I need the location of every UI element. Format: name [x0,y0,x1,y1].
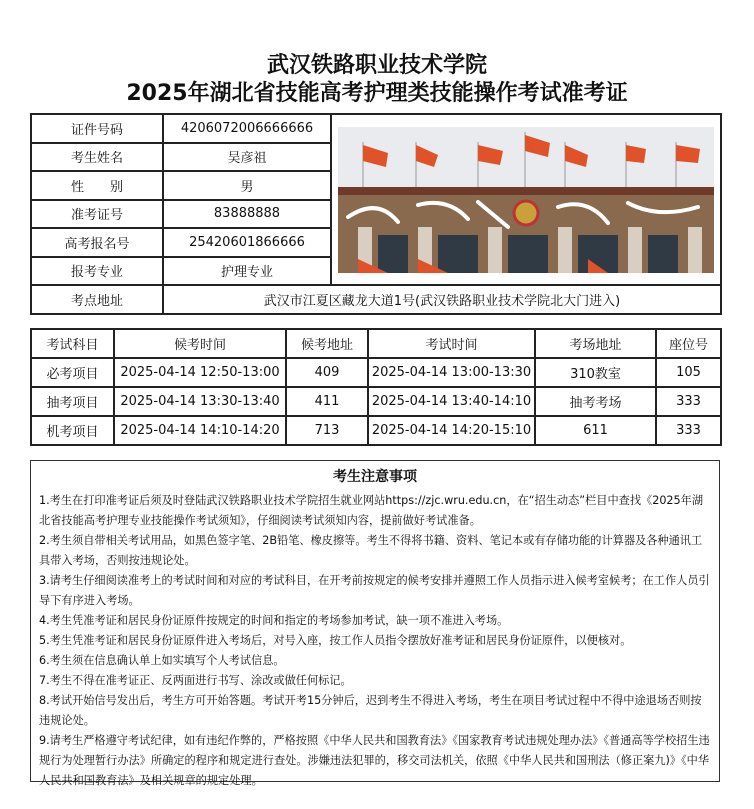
info-label: 性 别 [31,171,163,200]
table-cell: 411 [286,387,368,416]
note-item: 3.请考生仔细阅读准考上的考试时间和对应的考试科目，在开考前按规定的候考安排并遵照工作人员指示进入候考室候考；在工作人员引导下有序进入考场。 [39,574,710,607]
table-cell: 333 [656,387,721,416]
photo-cell [331,114,721,285]
note-item: 8.考试开始信号发出后，考生方可开始答题。考试开考15分钟后，迟到考生不得进入考场，考生在项目考试过程中不得中途退场否则按违规论处。 [39,694,702,727]
candidate-info-table [30,113,722,315]
table-cell: 713 [286,416,368,445]
info-row [31,114,721,143]
school-name: 武汉铁路职业技术学院 [266,53,487,78]
info-label: 准考证号 [31,200,163,229]
table-cell: 2025-04-14 12:50-13:00 [114,358,286,387]
note-item: 1.考生在打印准考证后须及时登陆武汉铁路职业技术学院招生就业网站https://zjc.wru.edu.cn，在“招生动态”栏目中查找《2025年湖北省技能高考护理专业技能操作考试须知》，仔细阅读考试须知内容，提前做好考试准备。 [39,494,704,527]
info-value: 吴彦祖 [163,143,331,172]
column-header: 考试科目 [31,329,114,358]
info-value: 4206072006666666 [163,114,331,143]
table-cell: 105 [656,358,721,387]
table-cell: 抽考考场 [535,387,656,416]
address-label: 考点地址 [31,285,163,314]
note-item: 7.考生不得在准考证正、反两面进行书写、涂改或做任何标记。 [39,674,352,687]
address-value: 武汉市江夏区藏龙大道1号(武汉铁路职业技术学院北大门进入) [163,285,721,314]
table-cell: 抽考项目 [31,387,114,416]
note-item: 2.考生须自带相关考试用品，如黑色签字笔、2B铅笔、橡皮擦等。考生不得将书籍、资料、笔记本或有存储功能的计算器及各种通讯工具带入考场，否则按违规论处。 [39,534,703,567]
note-item: 5.考生凭准考证和居民身份证原件进入考场后，对号入座，按工作人员指令摆放好准考证和居民身份证原件，以便核对。 [39,634,632,647]
note-item: 9.请考生严格遵守考试纪律，如有违纪作弊的，严格按照《中华人民共和国教育法》《国家教育考试违规处理办法》《普通高等学校招生违规行为处理暂行办法》所确定的程序和规定进行查处。涉嫌违法犯罪的，移交司法机关，依照《中华人民共和国刑法（修正案九)》《中华人民共和国教育法》及相关规章的规定处理。 [39,734,710,787]
schedule-header-row [31,329,721,358]
notes-title: 考生注意事项 [333,469,417,485]
info-label: 高考报名号 [31,228,163,257]
table-cell: 2025-04-14 14:20-15:10 [368,416,535,445]
table-cell: 2025-04-14 14:10-14:20 [114,416,286,445]
table-row [31,416,721,445]
table-cell: 2025-04-14 13:40-14:10 [368,387,535,416]
table-row [31,358,721,387]
table-cell: 409 [286,358,368,387]
ticket-title: 2025年湖北省技能高考护理类技能操作考试准考证 [126,81,628,106]
photo-banner-image [338,127,714,273]
exam-schedule-table [30,328,722,446]
column-header: 考试时间 [368,329,535,358]
column-header: 考场地址 [535,329,656,358]
note-item: 4.考生凭准考证和居民身份证原件按规定的时间和指定的考场参加考试，缺一项不准进入考场。 [39,614,509,627]
table-cell: 333 [656,416,721,445]
info-label: 报考专业 [31,257,163,286]
info-value: 25420601866666 [163,228,331,257]
table-row [31,387,721,416]
info-value: 83888888 [163,200,331,229]
info-label: 考生姓名 [31,143,163,172]
note-item: 6.考生须在信息确认单上如实填写个人考试信息。 [39,654,285,667]
table-cell: 2025-04-14 13:00-13:30 [368,358,535,387]
table-cell: 611 [535,416,656,445]
table-cell: 2025-04-14 13:30-13:40 [114,387,286,416]
table-cell: 机考项目 [31,416,114,445]
column-header: 座位号 [656,329,721,358]
exam-notes-box [30,460,720,787]
info-label: 证件号码 [31,114,163,143]
info-value: 男 [163,171,331,200]
address-row [31,285,721,314]
column-header: 候考地址 [286,329,368,358]
table-cell: 必考项目 [31,358,114,387]
column-header: 候考时间 [114,329,286,358]
info-value: 护理专业 [163,257,331,286]
table-cell: 310教室 [535,358,656,387]
